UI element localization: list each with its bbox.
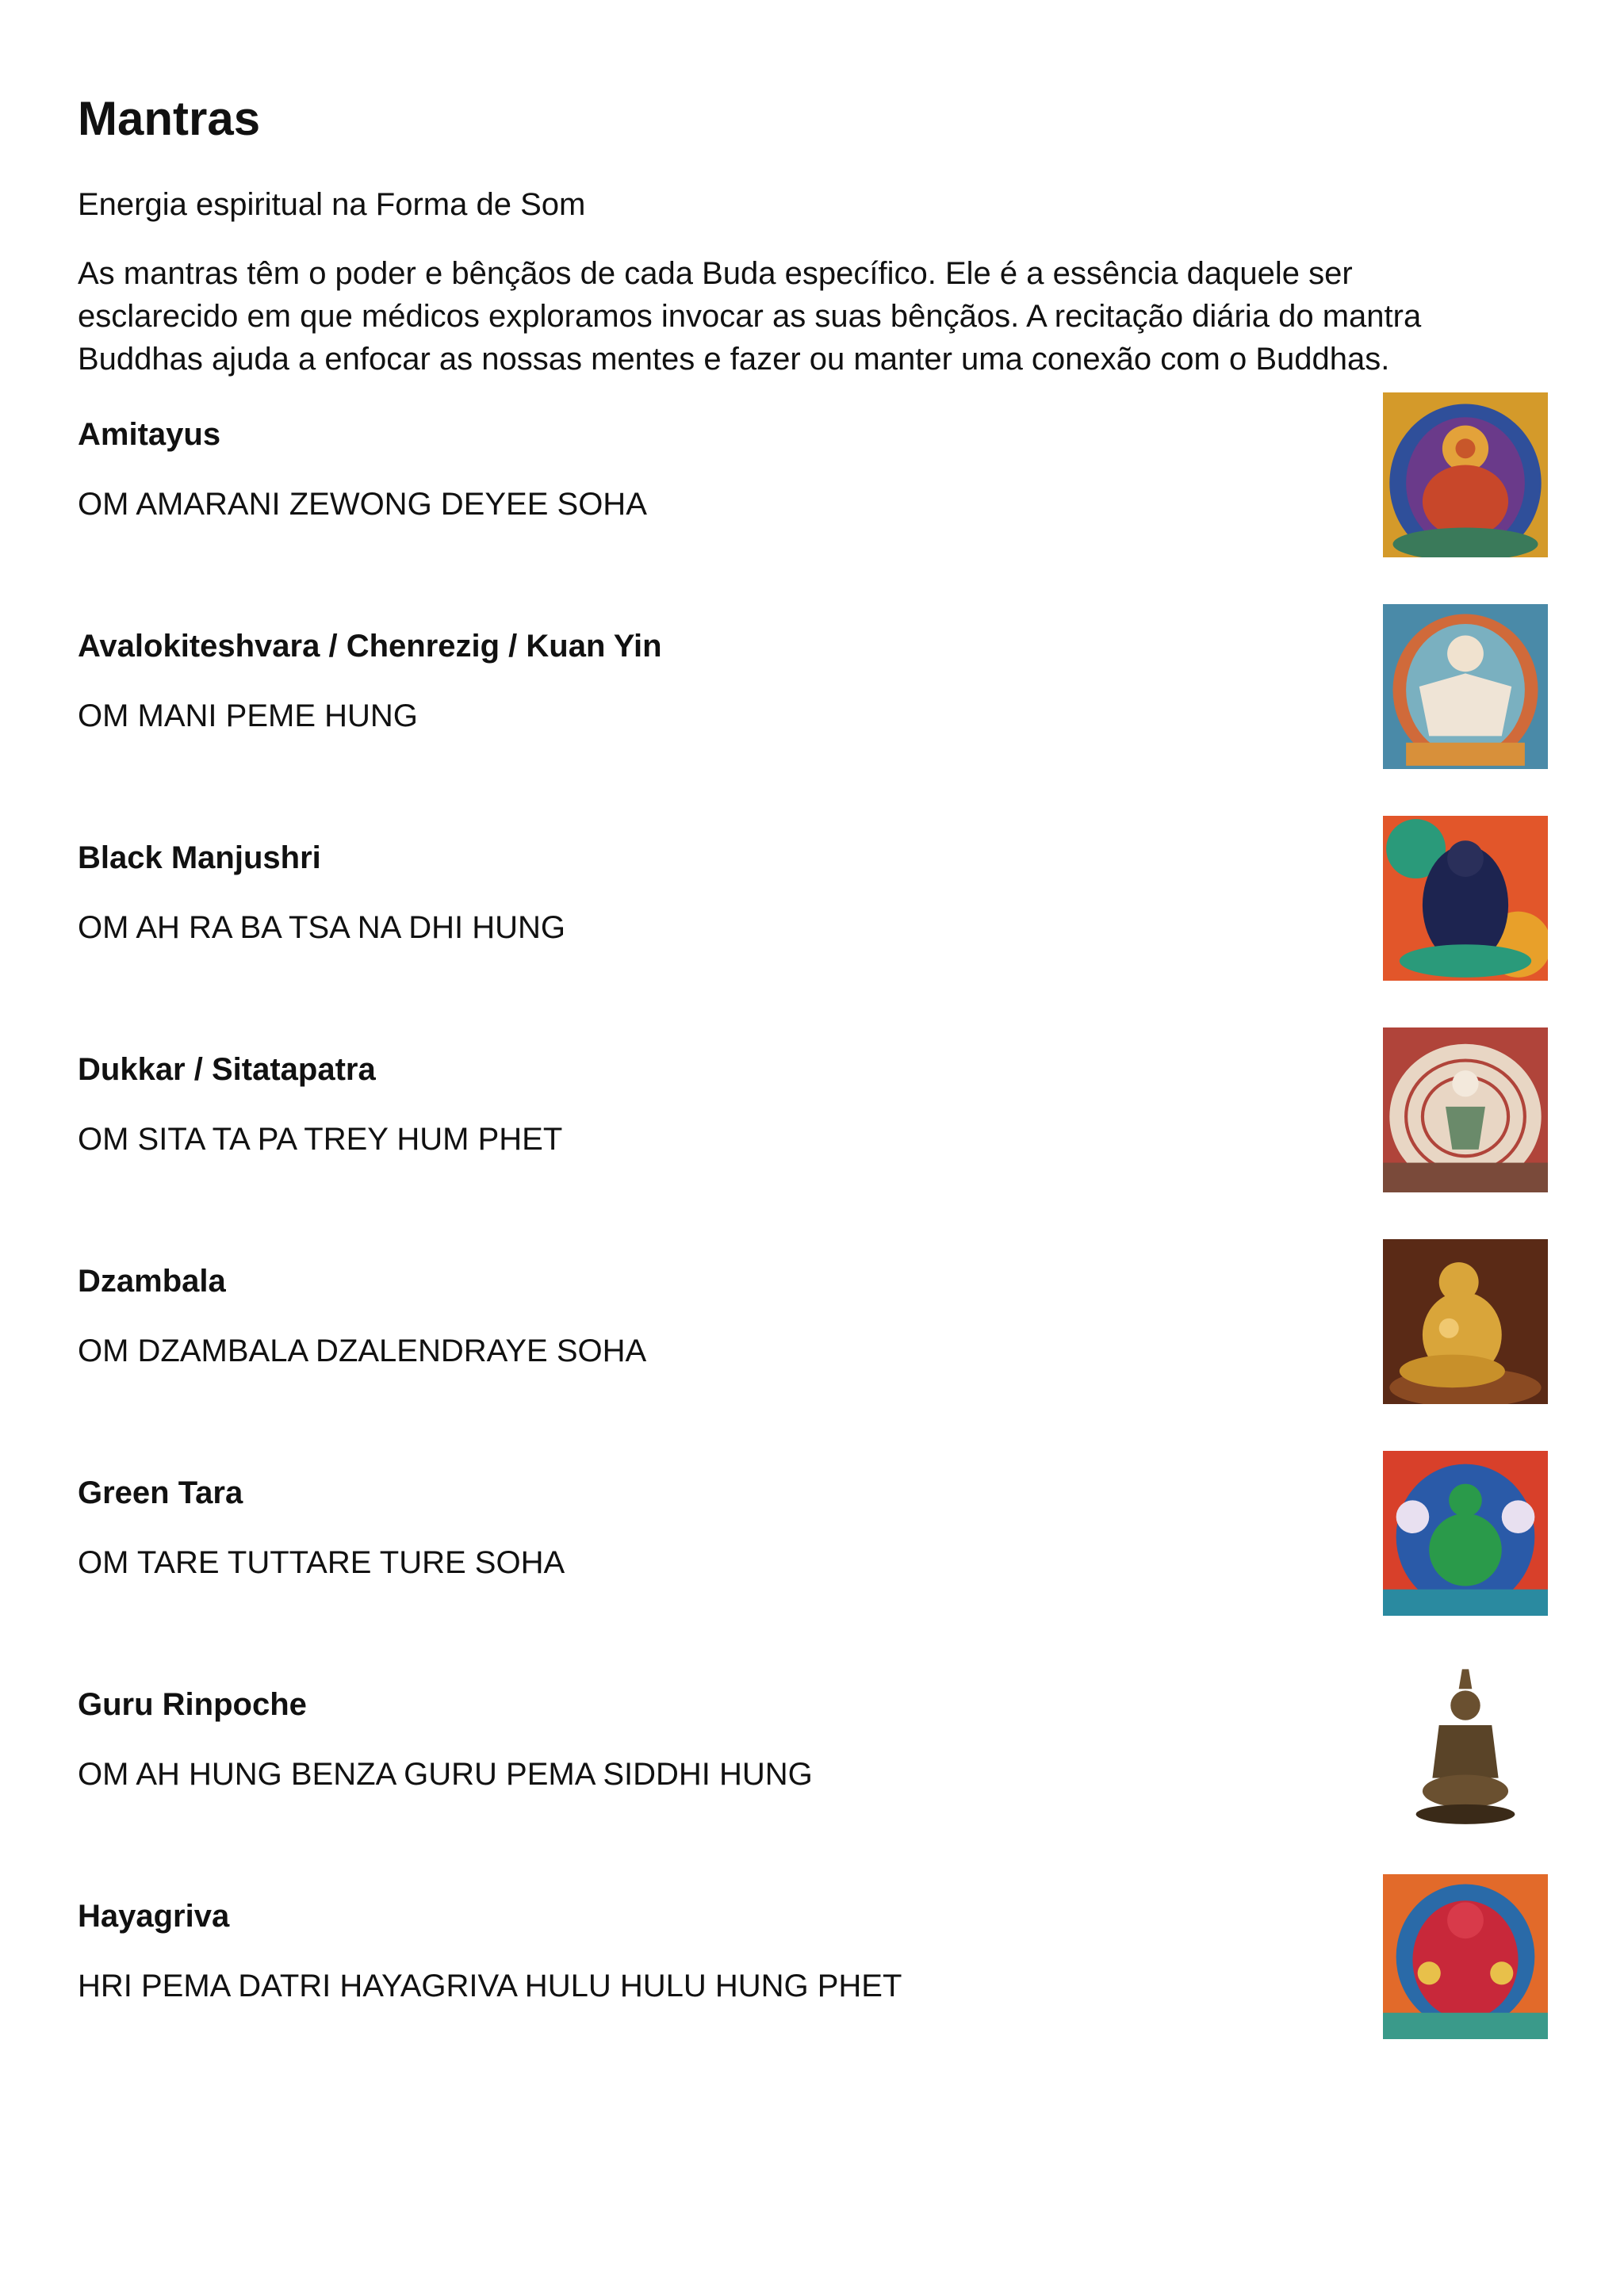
- intro-paragraph: As mantras têm o poder e bênçãos de cada Buda específico. Ele é a essência daquele ser esclarecido em que médicos exploramos invocar as suas bênçãos. A recitação diária do mantra Buddhas ajuda a enfocar as nossas mentes e fazer ou manter uma conexão com o Buddhas.: [78, 256, 1422, 377]
- mantra-entry-green-tara: [78, 1471, 1553, 1637]
- mantra-text: HRI PEMA DATRI HAYAGRIVA HULU HULU HUNG PHET: [78, 1969, 902, 2003]
- guru-rinpoche-image: [1383, 1663, 1548, 1827]
- deity-name: Avalokiteshvara / Chenrezig / Kuan Yin: [78, 629, 662, 664]
- mantra-text: OM MANI PEME HUNG: [78, 698, 418, 733]
- deity-name: Green Tara: [78, 1475, 243, 1510]
- mantra-text: OM TARE TUTTARE TURE SOHA: [78, 1545, 565, 1580]
- green-tara-image: [1383, 1451, 1548, 1616]
- mantra-entry-black-manjushri: [78, 836, 1553, 1002]
- mantra-entry-guru-rinpoche: [78, 1682, 1553, 1849]
- dzambala-image: [1383, 1239, 1548, 1404]
- deity-name: Black Manjushri: [78, 840, 321, 875]
- black-manjushri-image: [1383, 816, 1548, 981]
- deity-name: Dzambala: [78, 1264, 226, 1299]
- mantra-entry-hayagriva: [78, 1894, 1553, 2061]
- deity-name: Hayagriva: [78, 1899, 230, 1934]
- amitayus-image: [1383, 392, 1548, 557]
- dukkar-image: [1383, 1027, 1548, 1192]
- mantra-entry-amitayus: [78, 412, 1553, 579]
- chenrezig-image: [1383, 604, 1548, 769]
- mantra-text: OM DZAMBALA DZALENDRAYE SOHA: [78, 1334, 647, 1368]
- page-subtitle: Energia espiritual na Forma de Som: [78, 187, 586, 222]
- mantra-entry-avalokiteshvara: [78, 624, 1553, 790]
- mantra-entry-dzambala: [78, 1259, 1553, 1425]
- mantra-text: OM AH HUNG BENZA GURU PEMA SIDDHI HUNG: [78, 1757, 813, 1792]
- page-title: Mantras: [78, 92, 261, 145]
- deity-name: Dukkar / Sitatapatra: [78, 1052, 376, 1087]
- hayagriva-image: [1383, 1874, 1548, 2039]
- deity-name: Amitayus: [78, 417, 221, 452]
- mantra-text: OM AH RA BA TSA NA DHI HUNG: [78, 910, 565, 945]
- mantra-entry-dukkar: [78, 1047, 1553, 1214]
- mantra-text: OM AMARANI ZEWONG DEYEE SOHA: [78, 487, 647, 522]
- mantra-text: OM SITA TA PA TREY HUM PHET: [78, 1122, 563, 1157]
- deity-name: Guru Rinpoche: [78, 1687, 307, 1722]
